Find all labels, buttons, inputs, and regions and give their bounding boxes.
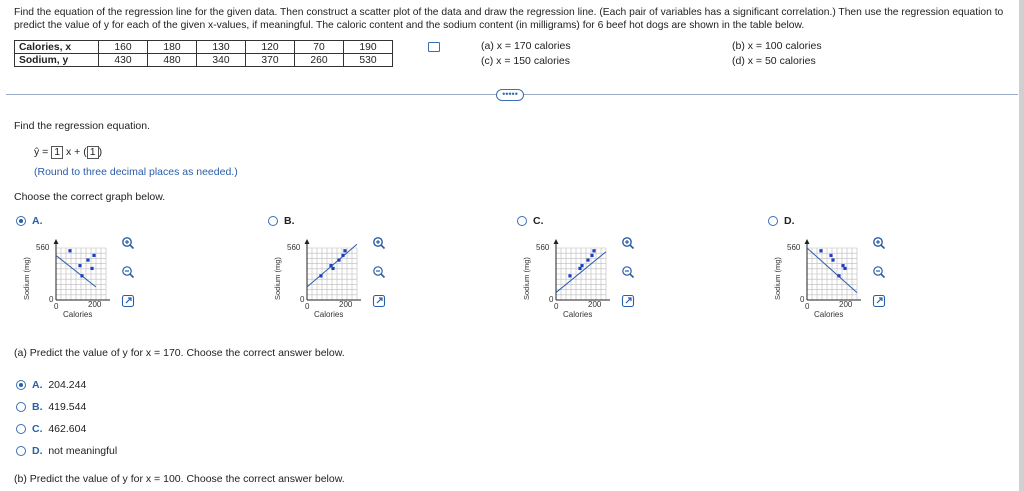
- x-tick-label: 200: [839, 300, 853, 309]
- y-axis-arrow: [554, 239, 559, 244]
- popout-icon[interactable]: [621, 294, 635, 308]
- y-axis-label: Sodium (mg): [522, 257, 531, 300]
- data-point: [319, 274, 322, 277]
- regression-equation: [34, 146, 102, 159]
- zoom-out-icon[interactable]: [372, 265, 386, 279]
- data-point: [837, 274, 840, 277]
- data-point: [586, 258, 589, 261]
- x-tick-label: 200: [88, 300, 102, 309]
- x-tick-label: 0: [554, 302, 559, 311]
- zoom-in-icon[interactable]: [372, 236, 386, 250]
- part-a-prompt: (a) Predict the value of y for x = 170. Choose the correct answer below.: [14, 347, 345, 359]
- x-tick-label: 200: [588, 300, 602, 309]
- slope-input[interactable]: 1: [51, 146, 63, 159]
- y-tick-label: 560: [536, 243, 550, 252]
- row-label-sodium: Sodium, y: [15, 54, 99, 67]
- x-axis-label: Calories: [563, 310, 593, 319]
- grid: [556, 248, 606, 300]
- graph-option-a-label: A.: [32, 215, 43, 227]
- radio-answer-a[interactable]: [16, 380, 26, 390]
- radio-graph-a[interactable]: [16, 216, 26, 226]
- data-point: [92, 254, 95, 257]
- question-d: (d) x = 50 calories: [732, 55, 816, 67]
- radio-graph-b[interactable]: [268, 216, 278, 226]
- y-axis-arrow: [805, 239, 810, 244]
- zoom-in-icon[interactable]: [121, 236, 135, 250]
- grid: [56, 248, 106, 300]
- expand-button[interactable]: •••••: [496, 89, 524, 101]
- y-tick-label: 0: [800, 295, 805, 304]
- x-tick-label: 200: [339, 300, 353, 309]
- row-label-calories: Calories, x: [15, 41, 99, 54]
- table-cell: 120: [246, 41, 295, 54]
- intercept-input[interactable]: 1: [87, 146, 99, 159]
- grid: [307, 248, 357, 300]
- data-point: [90, 267, 93, 270]
- eq-mid: x + (: [66, 146, 87, 158]
- popout-icon[interactable]: [872, 294, 886, 308]
- radio-answer-b[interactable]: [16, 402, 26, 412]
- y-tick-label: 0: [549, 295, 554, 304]
- graph-option-b-label: B.: [284, 215, 295, 227]
- radio-graph-d[interactable]: [768, 216, 778, 226]
- zoom-out-icon[interactable]: [121, 265, 135, 279]
- table-cell: 70: [295, 41, 344, 54]
- data-point: [68, 249, 71, 252]
- data-point: [819, 249, 822, 252]
- scrollbar[interactable]: [1019, 0, 1024, 491]
- data-point: [568, 274, 571, 277]
- popout-icon[interactable]: [121, 294, 135, 308]
- popout-icon[interactable]: [372, 294, 386, 308]
- graph-option-a: [16, 234, 146, 324]
- table-cell: 340: [197, 54, 246, 67]
- zoom-in-icon[interactable]: [872, 236, 886, 250]
- graph-option-d-label: D.: [784, 215, 795, 227]
- y-tick-label: 560: [787, 243, 801, 252]
- data-point: [78, 264, 81, 267]
- table-cell: 430: [99, 54, 148, 67]
- radio-answer-c[interactable]: [16, 424, 26, 434]
- graph-option-c: [516, 234, 646, 324]
- data-point: [341, 254, 344, 257]
- answer-d: D. not meaningful: [32, 445, 118, 457]
- data-point: [329, 264, 332, 267]
- zoom-out-icon[interactable]: [872, 265, 886, 279]
- data-point: [343, 249, 346, 252]
- data-point: [80, 274, 83, 277]
- graph-option-b: [267, 234, 397, 324]
- radio-answer-d[interactable]: [16, 446, 26, 456]
- data-point: [843, 267, 846, 270]
- radio-graph-c[interactable]: [517, 216, 527, 226]
- y-axis-label: Sodium (mg): [22, 257, 31, 300]
- zoom-out-icon[interactable]: [621, 265, 635, 279]
- table-cell: 260: [295, 54, 344, 67]
- x-axis-label: Calories: [314, 310, 344, 319]
- x-tick-label: 0: [305, 302, 310, 311]
- part-b-prompt: (b) Predict the value of y for x = 100. Choose the correct answer below.: [14, 473, 345, 485]
- data-point: [590, 254, 593, 257]
- graph-option-d: [767, 234, 897, 324]
- question-a: (a) x = 170 calories: [481, 40, 571, 52]
- x-axis-label: Calories: [63, 310, 93, 319]
- data-point: [331, 267, 334, 270]
- graph-option-c-label: C.: [533, 215, 544, 227]
- data-point: [592, 249, 595, 252]
- table-cell: 480: [148, 54, 197, 67]
- yhat-symbol: ŷ: [34, 146, 40, 158]
- y-tick-label: 560: [287, 243, 301, 252]
- data-table: [14, 40, 393, 67]
- zoom-in-icon[interactable]: [621, 236, 635, 250]
- data-point: [578, 267, 581, 270]
- answer-b: B. 419.544: [32, 401, 87, 413]
- table-cell: 190: [344, 41, 393, 54]
- y-tick-label: 560: [36, 243, 50, 252]
- answer-a: A. 204.244: [32, 379, 87, 391]
- copy-table-icon[interactable]: [428, 42, 440, 52]
- x-axis-label: Calories: [814, 310, 844, 319]
- question-b: (b) x = 100 calories: [732, 40, 822, 52]
- table-cell: 370: [246, 54, 295, 67]
- data-point: [841, 264, 844, 267]
- table-cell: 160: [99, 41, 148, 54]
- y-tick-label: 0: [300, 295, 305, 304]
- answer-c: C. 462.604: [32, 423, 87, 435]
- y-axis-label: Sodium (mg): [273, 257, 282, 300]
- y-axis-arrow: [54, 239, 59, 244]
- data-point: [580, 264, 583, 267]
- table-cell: 180: [148, 41, 197, 54]
- y-axis-label: Sodium (mg): [773, 257, 782, 300]
- eq-end: ): [98, 146, 103, 158]
- equals: =: [42, 146, 49, 158]
- y-tick-label: 0: [49, 295, 54, 304]
- data-point: [337, 258, 340, 261]
- table-cell: 130: [197, 41, 246, 54]
- x-tick-label: 0: [54, 302, 59, 311]
- question-c: (c) x = 150 calories: [481, 55, 570, 67]
- data-point: [831, 258, 834, 261]
- data-point: [86, 258, 89, 261]
- problem-statement: Find the equation of the regression line for the given data. Then construct a scatter plot of the data and draw the regression line. (Each pair of variables has a significant correlation.) Then use the regression equation to predict the value of y for each of the given x-values, if meaningful. The caloric content and the sodium content (in milligrams) for 6 beef hot dogs are shown in the table below.: [14, 7, 1004, 31]
- data-point: [829, 254, 832, 257]
- x-tick-label: 0: [805, 302, 810, 311]
- choose-graph-label: Choose the correct graph below.: [14, 191, 166, 203]
- y-axis-arrow: [305, 239, 310, 244]
- table-cell: 530: [344, 54, 393, 67]
- round-note: (Round to three decimal places as needed.): [34, 166, 238, 178]
- find-equation-label: Find the regression equation.: [14, 120, 151, 132]
